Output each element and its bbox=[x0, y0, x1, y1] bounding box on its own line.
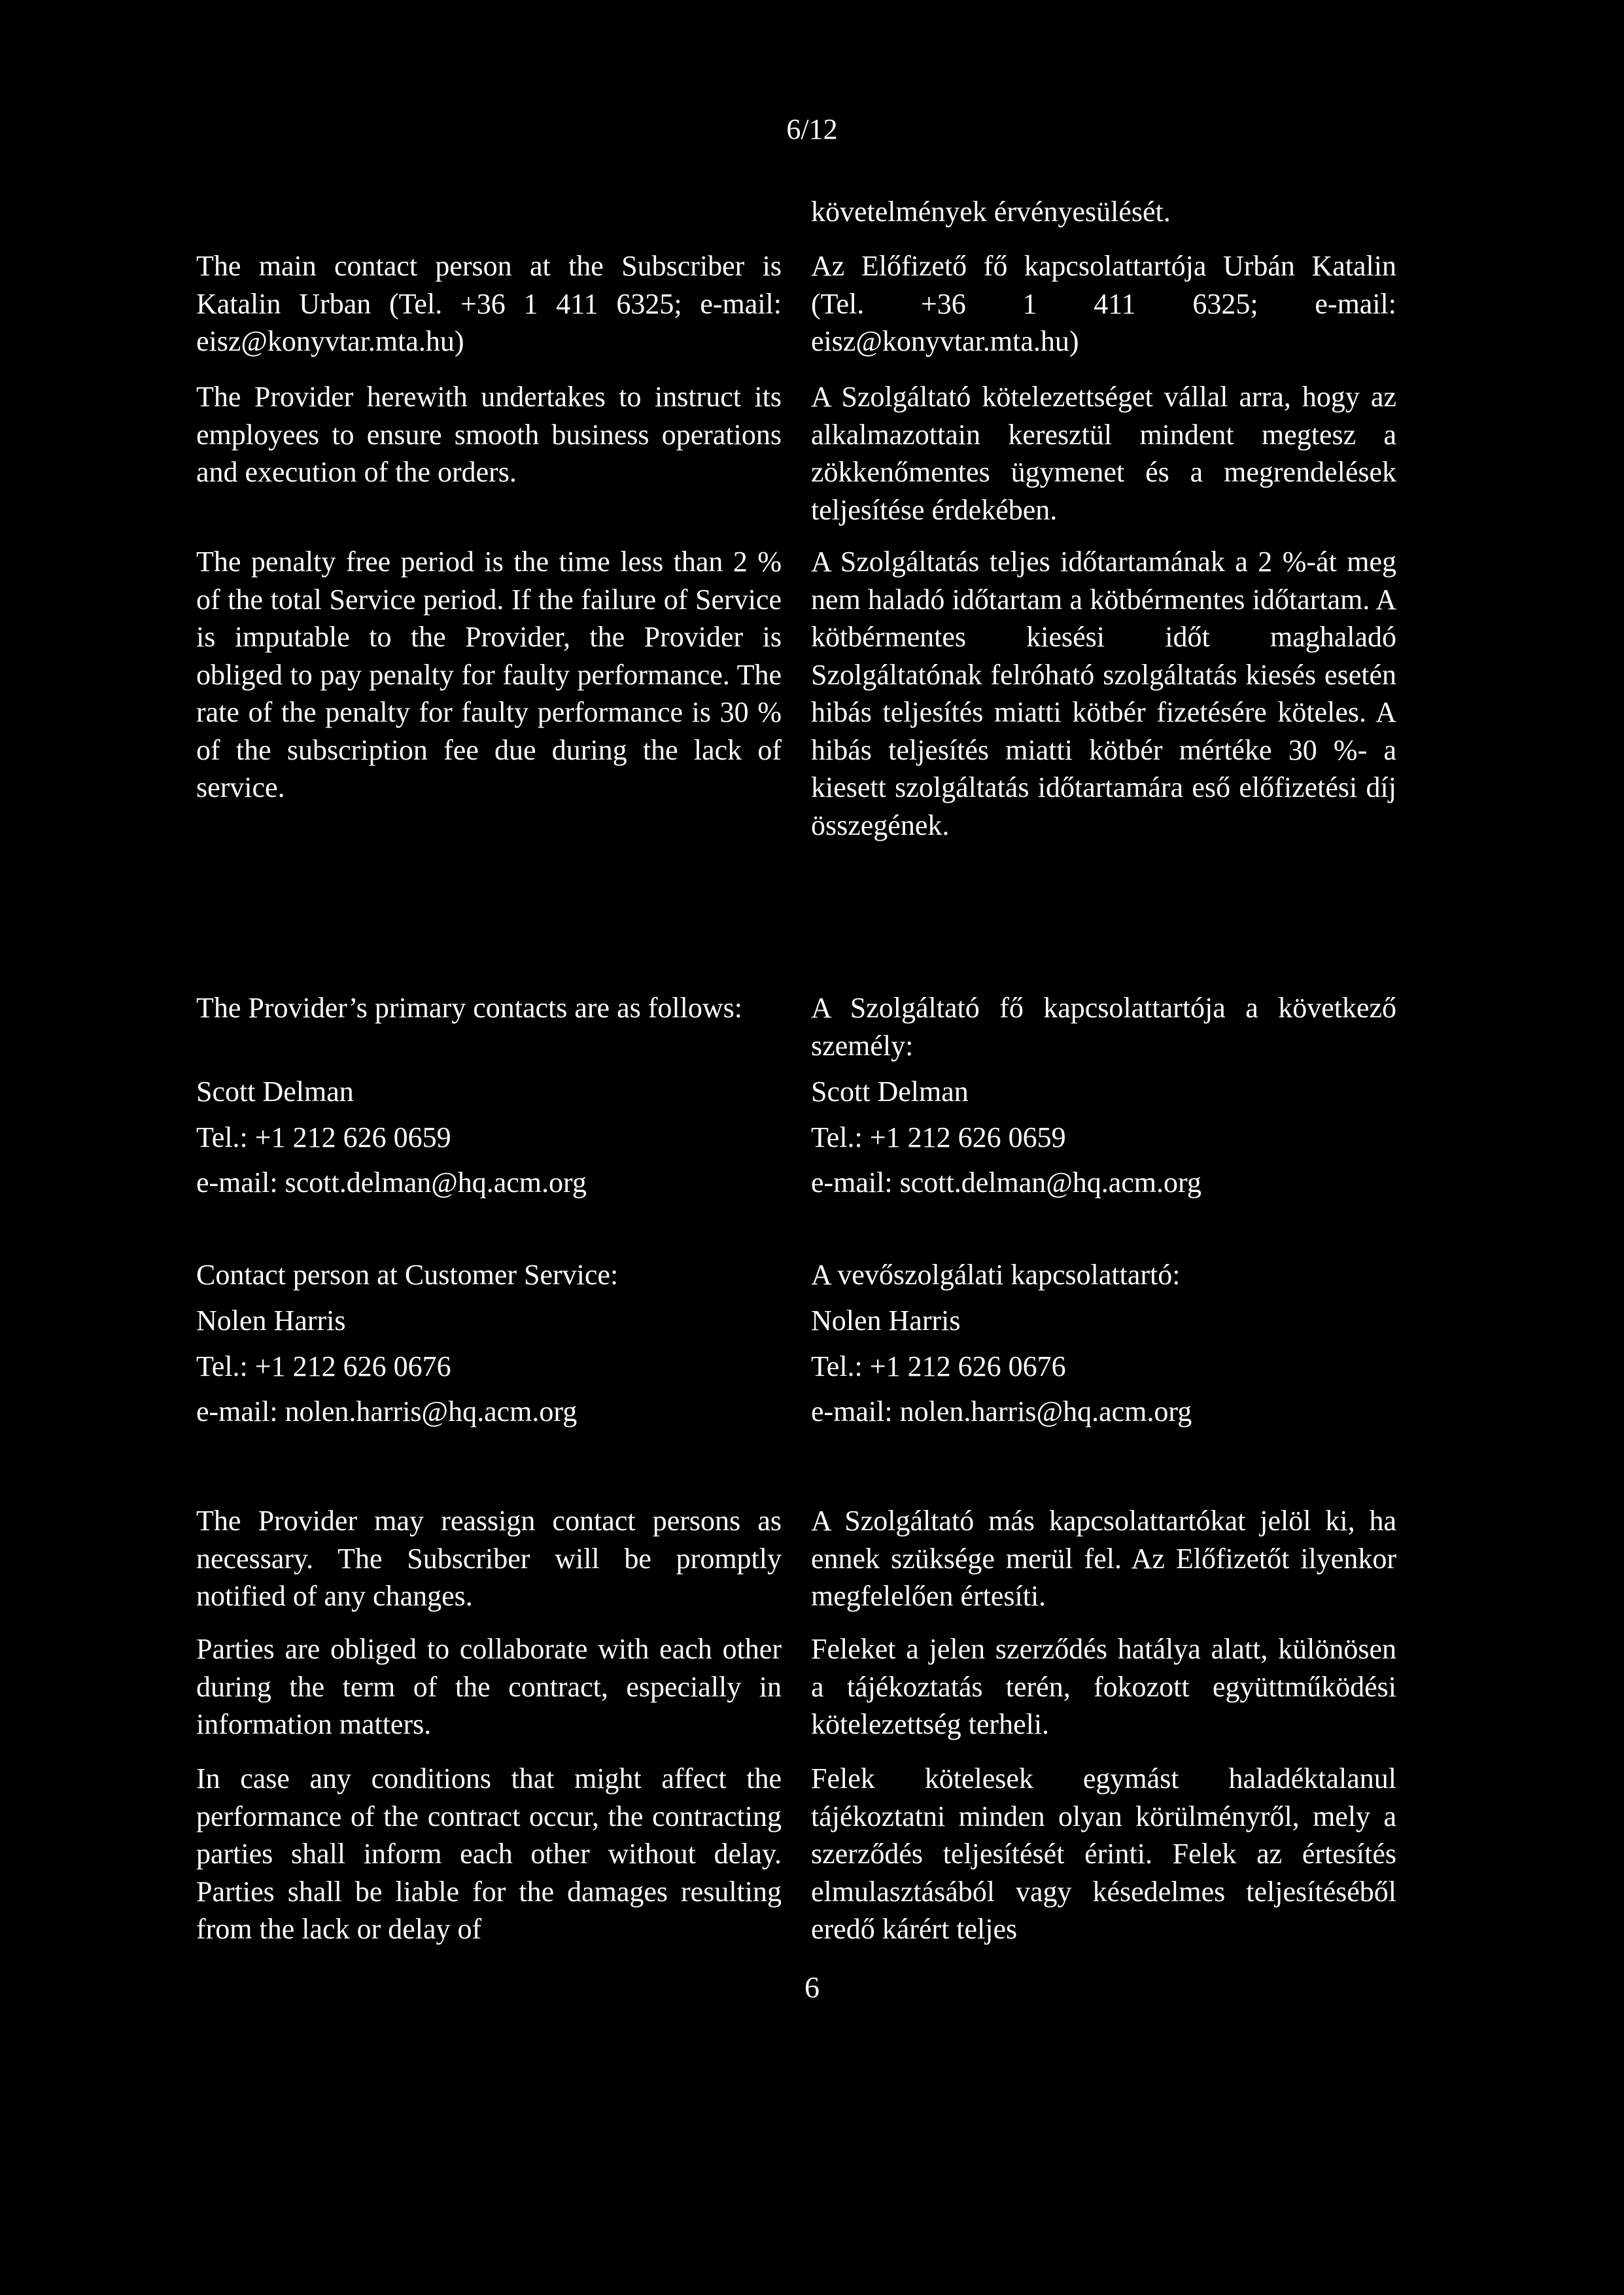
hungarian-customer-service-heading: A vevőszolgálati kapcsolattartó: bbox=[811, 1259, 1181, 1291]
english-provider-undertaking-paragraph: The Provider herewith undertakes to instruct its employees to ensure smooth business operations and execution of the orders. bbox=[196, 381, 782, 488]
english-customer-service-heading: Contact person at Customer Service: bbox=[196, 1259, 619, 1291]
english-provider-contacts-intro: The Provider’s primary contacts are as follows: bbox=[196, 992, 742, 1024]
english-customer-service-name: Nolen Harris bbox=[196, 1305, 346, 1337]
hungarian-penalty-paragraph: A Szolgáltatás teljes időtartamának a 2 %-át meg nem haladó időtartam a kötbérmentes időtartam. A kötbérmentes kiesési időt maghaladó Szolgáltatónak felróható szolgáltatás kiesés esetén hibás teljesítés miatti kötbér fizetésére köteles. A hibás teljesítés miatti kötbér mértéke 30 %- a kiesett szolgáltatás időtartamára eső előfizetési díj összegének. bbox=[811, 546, 1396, 841]
hungarian-primary-contact-name: Scott Delman bbox=[811, 1076, 969, 1108]
hungarian-primary-contact-block bbox=[811, 1073, 1396, 1202]
english-subscriber-contact-paragraph: The main contact person at the Subscriber is Katalin Urban (Tel. +36 1 411 6325; e-mail: eisz@konyvtar.mta.hu) bbox=[196, 250, 782, 357]
hungarian-customer-service-tel: Tel.: +1 212 626 0676 bbox=[811, 1350, 1066, 1382]
english-primary-contact-name: Scott Delman bbox=[196, 1076, 354, 1108]
hungarian-subscriber-contact-paragraph: Az Előfizető fő kapcsolattartója Urbán Katalin (Tel. +36 1 411 6325; e-mail: eisz@konyvtar.mta.hu) bbox=[811, 250, 1396, 357]
english-penalty-paragraph: The penalty free period is the time less than 2 % of the total Service period. If the failure of Service is imputable to the Provider, the Provider is obliged to pay penalty for faulty performance. The rate of the penalty for faulty performance is 30 % of the subscription fee due during the lack of service. bbox=[196, 546, 782, 803]
english-customer-service-email: e-mail: nolen.harris@hq.acm.org bbox=[196, 1395, 578, 1428]
english-inform-parties-paragraph: In case any conditions that might affect the performance of the contract occur, the contracting parties shall inform each other without delay. Parties shall be liable for the damages resulting from the lack or delay of bbox=[196, 1762, 782, 1945]
hungarian-inform-parties-paragraph: Felek kötelesek egymást haladéktalanul tájékoztatni minden olyan körülményről, mely a szerződés teljesítését érinti. Felek az értesítés elmulasztásából vagy késedelmes teljesítéséből eredő kárért teljes bbox=[811, 1762, 1396, 1945]
hungarian-reassign-contacts-paragraph: A Szolgáltató más kapcsolattartókat jelöl ki, ha ennek szüksége merül fel. Az Előfizetőt ilyenkor megfelelően értesíti. bbox=[811, 1505, 1396, 1612]
english-collaboration-paragraph: Parties are obliged to collaborate with each other during the term of the contract, especially in information matters. bbox=[196, 1633, 782, 1740]
page-number: 6 bbox=[804, 1971, 820, 2004]
english-primary-contact-tel: Tel.: +1 212 626 0659 bbox=[196, 1121, 451, 1153]
hungarian-primary-contact-email: e-mail: scott.delman@hq.acm.org bbox=[811, 1166, 1201, 1199]
hungarian-continued-line: követelmények érvényesülését. bbox=[811, 196, 1171, 228]
hungarian-collaboration-paragraph: Feleket a jelen szerződés hatálya alatt, különösen a tájékoztatás terén, fokozott együttműködési kötelezettség terheli. bbox=[811, 1633, 1396, 1740]
english-reassign-contacts-paragraph: The Provider may reassign contact persons as necessary. The Subscriber will be promptly notified of any changes. bbox=[196, 1505, 782, 1612]
hungarian-primary-contact-tel: Tel.: +1 212 626 0659 bbox=[811, 1121, 1066, 1153]
hungarian-provider-undertaking-paragraph: A Szolgáltató kötelezettséget vállal arra, hogy az alkalmazottain keresztül mindent megtesz a zökkenőmentes ügymenet és a megrendelések teljesítése érdekében. bbox=[811, 381, 1396, 526]
page-indicator: 6/12 bbox=[786, 113, 838, 145]
english-primary-contact-email: e-mail: scott.delman@hq.acm.org bbox=[196, 1166, 587, 1199]
english-primary-contact-block bbox=[196, 1073, 782, 1202]
english-customer-service-tel: Tel.: +1 212 626 0676 bbox=[196, 1350, 451, 1382]
hungarian-customer-service-contact-block bbox=[811, 1302, 1396, 1431]
english-customer-service-contact-block bbox=[196, 1302, 782, 1431]
hungarian-customer-service-email: e-mail: nolen.harris@hq.acm.org bbox=[811, 1395, 1192, 1428]
hungarian-customer-service-name: Nolen Harris bbox=[811, 1305, 961, 1337]
hungarian-provider-contacts-intro: A Szolgáltató fő kapcsolattartója a következő személy: bbox=[811, 992, 1396, 1062]
